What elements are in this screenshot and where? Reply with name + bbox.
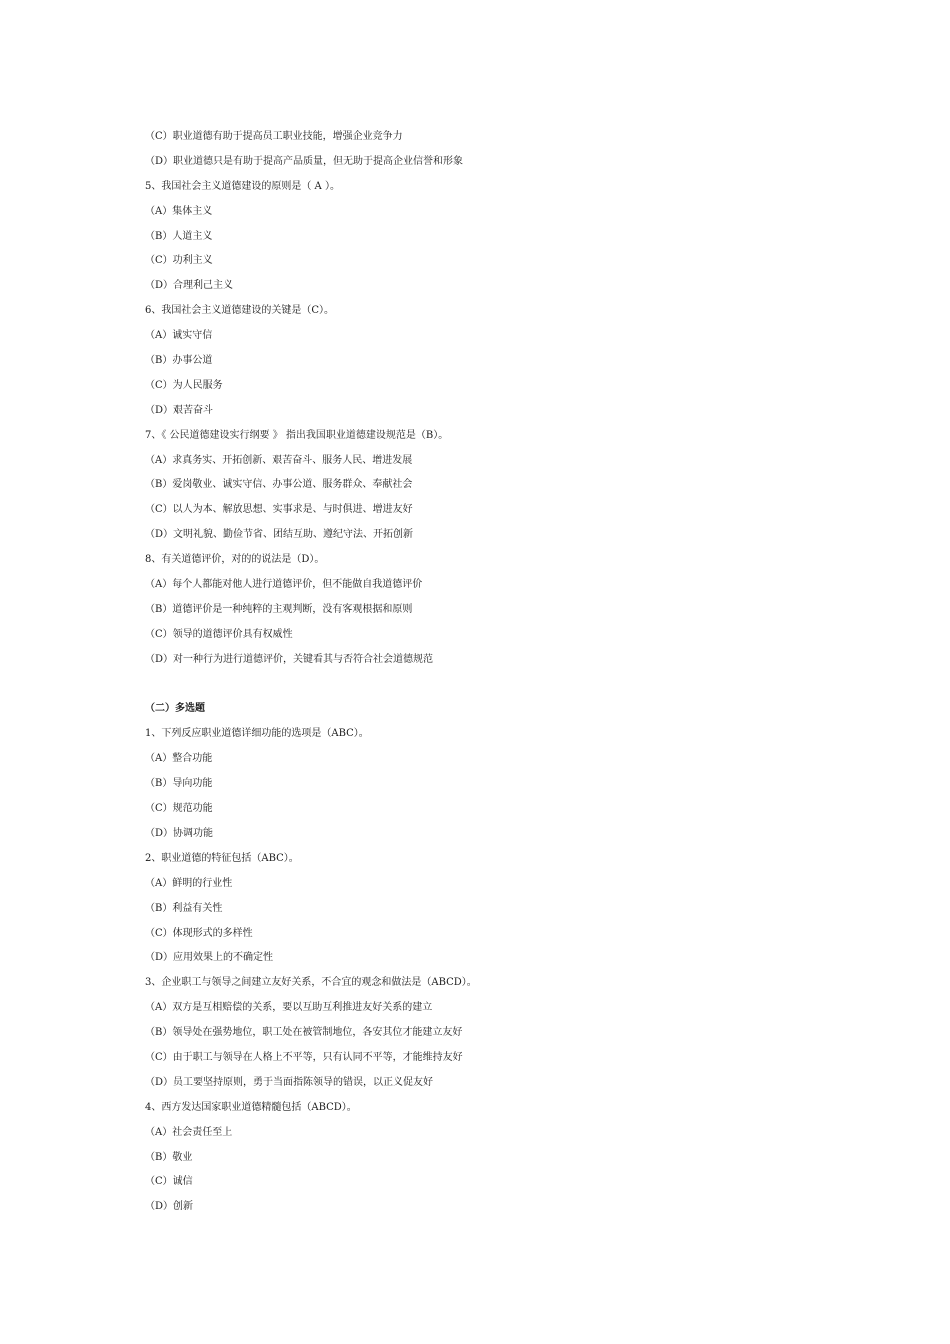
answer-option: （D）职业道德只是有助于提高产品质量，但无助于提高企业信誉和形象 xyxy=(145,155,464,167)
multiple-choice-section xyxy=(145,722,845,1220)
question-stem: 8、有关道德评价，对的的说法是（D）。 xyxy=(145,554,325,566)
answer-option: （C）功利主义 xyxy=(145,255,213,267)
answer-option: （D）协调功能 xyxy=(145,827,214,839)
answer-option: （D）创新 xyxy=(145,1201,194,1213)
answer-option: （A）鲜明的行业性 xyxy=(145,877,233,889)
answer-option: （B）导向功能 xyxy=(145,778,213,790)
answer-option: （D）员工要坚持原则，勇于当面指陈领导的错误，以正义促友好 xyxy=(145,1076,434,1088)
answer-option: （A）每个人都能对他人进行道德评价，但不能做自我道德评价 xyxy=(145,579,423,591)
answer-option: （B）敬业 xyxy=(145,1151,193,1163)
answer-option: （D）应用效果上的不确定性 xyxy=(145,952,274,964)
question-stem: 7、《 公民道德建设实行纲要 》 指出我国职业道德建设规范是（B）。 xyxy=(145,429,449,441)
answer-option: （D）合理利己主义 xyxy=(145,280,234,292)
question-stem: 3、企业职工与领导之间建立友好关系，不合宜的观念和做法是（ABCD）。 xyxy=(145,977,477,989)
section-gap xyxy=(145,673,845,698)
answer-option: （B）利益有关性 xyxy=(145,902,223,914)
answer-option: （A）诚实守信 xyxy=(145,330,213,342)
answer-option: （A）集体主义 xyxy=(145,205,213,217)
single-choice-continuation xyxy=(145,125,845,673)
answer-option: （A）整合功能 xyxy=(145,753,213,765)
answer-option: （C）由于职工与领导在人格上不平等，只有认同不平等，才能维持友好 xyxy=(145,1051,463,1063)
answer-option: （B）办事公道 xyxy=(145,355,213,367)
question-stem: 4、西方发达国家职业道德精髓包括（ABCD）。 xyxy=(145,1101,357,1113)
answer-option: （A）双方是互相赔偿的关系，要以互助互利推进友好关系的建立 xyxy=(145,1002,433,1014)
answer-option: （C）为人民服务 xyxy=(145,379,223,391)
question-stem: 6、我国社会主义道德建设的关键是（C）。 xyxy=(145,305,335,317)
answer-option: （C）规范功能 xyxy=(145,803,213,815)
document-page xyxy=(145,125,845,1220)
answer-option: （A）求真务实、开拓创新、艰苦奋斗、服务人民、增进发展 xyxy=(145,454,413,466)
answer-option: （C）诚信 xyxy=(145,1176,193,1188)
answer-option: （C）体现形式的多样性 xyxy=(145,927,253,939)
answer-option: （B）人道主义 xyxy=(145,230,213,242)
question-stem: 1、下列反应职业道德详细功能的选项是（ABC）。 xyxy=(145,728,369,740)
answer-option: （B）道德评价是一种纯粹的主观判断，没有客观根据和原则 xyxy=(145,603,413,615)
answer-option: （D）艰苦奋斗 xyxy=(145,404,214,416)
answer-option: （D）文明礼貌、勤俭节省、团结互助、遵纪守法、开拓创新 xyxy=(145,529,414,541)
question-stem: 2、职业道德的特征包括（ABC）。 xyxy=(145,852,299,864)
section-title-multiple-choice: （二）多选题 xyxy=(145,703,205,715)
answer-option: （D）对一种行为进行道德评价，关键看其与否符合社会道德规范 xyxy=(145,653,434,665)
question-stem: 5、我国社会主义道德建设的原则是（ A ）。 xyxy=(145,180,340,192)
answer-option: （B）爱岗敬业、诚实守信、办事公道、服务群众、奉献社会 xyxy=(145,479,413,491)
answer-option: （B）领导处在强势地位，职工处在被管制地位，各安其位才能建立友好 xyxy=(145,1027,463,1039)
answer-option: （A）社会责任至上 xyxy=(145,1126,233,1138)
answer-option: （C）职业道德有助于提高员工职业技能，增强企业竞争力 xyxy=(145,131,403,142)
answer-option: （C）以人为本、解放思想、实事求是、与时俱进、增进友好 xyxy=(145,504,413,516)
answer-option: （C）领导的道德评价具有权威性 xyxy=(145,628,293,640)
